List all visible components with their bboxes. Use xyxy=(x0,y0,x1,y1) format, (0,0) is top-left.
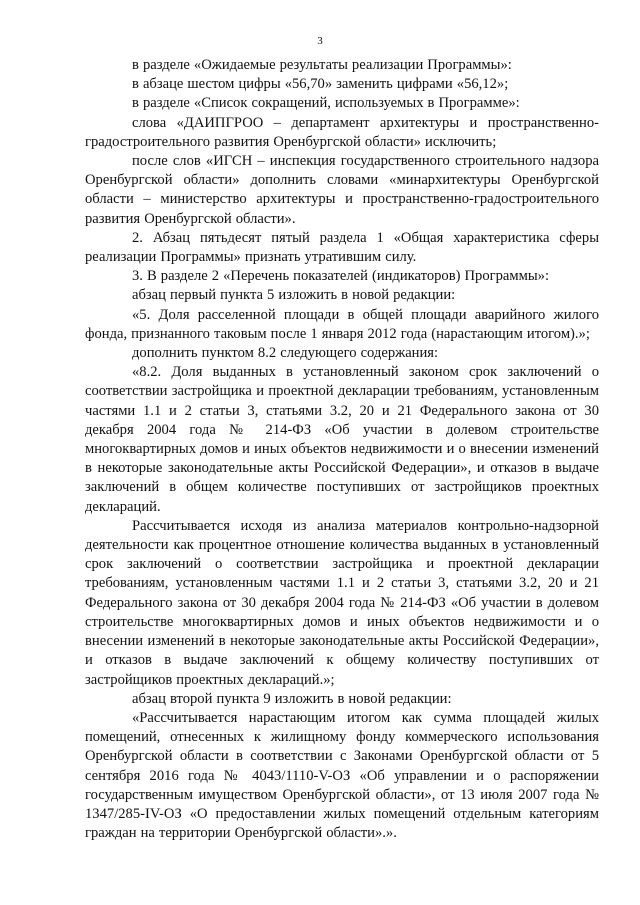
document-body xyxy=(85,56,599,843)
paragraph: слова «ДАИПГРОО – департамент архитектуры и пространственно-градостроительного развития Оренбургской области» исключить; xyxy=(85,114,599,150)
paragraph: в разделе «Список сокращений, используемых в Программе»: xyxy=(132,95,520,112)
paragraph: 2. Абзац пятьдесят пятый раздела 1 «Общая характеристика сферы реализации Программы» признать утратившим силу. xyxy=(85,229,599,266)
paragraph: дополнить пунктом 8.2 следующего содержания: xyxy=(132,345,439,362)
quoted-paragraph: «8.2. Доля выданных в установленный законом срок заключений о соответствии застройщика и проектной декларации требованиям, установленным частями 1.1 и 2 статьи 3, статьями 3.2, 20 и 21 Федерального закона от 30 декабря 2004 года № 214-ФЗ «Об участии в долевом строительстве многоквартирных домов и иных объектов недвижимости и о внесении изменений в некоторые законодательные акты Российской Федерации», и отказов в выдаче заключений в общем количестве поступивших от застройщиков проектных деклараций. xyxy=(85,364,599,515)
quoted-paragraph: «Рассчитывается нарастающим итогом как сумма площадей жилых помещений, отнесенных к жилищному фонду коммерческого использования Оренбургской области в соответствии с Законами Оренбургской области от 5 сентября 2016 года № 4043/1110-V-ОЗ «Об управлении и о распоряжении государственным имуществом Оренбургской области», от 13 июля 2007 года № 1347/285-IV-ОЗ «О предоставлении жилых помещений отдельным категориям граждан на территории Оренбургской области».». xyxy=(85,709,599,842)
paragraph: в разделе «Ожидаемые результаты реализации Программы»: xyxy=(132,57,512,73)
page-number: 3 xyxy=(317,35,323,47)
quoted-paragraph: «5. Доля расселенной площади в общей площади аварийного жилого фонда, признанного таковым после 1 января 2012 года (нарастающим итогом).»; xyxy=(85,306,599,342)
paragraph: абзац первый пункта 5 изложить в новой редакции: xyxy=(132,287,456,304)
paragraph: после слов «ИГСН – инспекция государственного строительного надзора Оренбургской области» дополнить словами «минархитектуры Оренбургской области – министерство архитектуры и пространственно-градостроительного развития Оренбургской области». xyxy=(85,153,599,227)
paragraph: абзац второй пункта 9 изложить в новой редакции: xyxy=(132,690,452,707)
paragraph: в абзаце шестом цифры «56,70» заменить цифрами «56,12»; xyxy=(132,76,509,93)
paragraph: 3. В разделе 2 «Перечень показателей (индикаторов) Программы»: xyxy=(132,268,550,285)
paragraph: Рассчитывается исходя из анализа материалов контрольно-надзорной деятельности как процентное отношение количества выданных в установленный срок заключений о соответствии застройщика и проектной декларации требованиям, установленным частями 1.1 и 2 статьи 3, статьями 3.2, 20 и 21 Федерального закона от 30 декабря 2004 года № 214-ФЗ «Об участии в долевом строительстве многоквартирных домов и иных объектов недвижимости и о внесении изменений в некоторые законодательные акты Российской Федерации», и отказов в выдаче заключений к общему количеству поступивших от застройщиков проектных деклараций.»; xyxy=(85,517,599,688)
